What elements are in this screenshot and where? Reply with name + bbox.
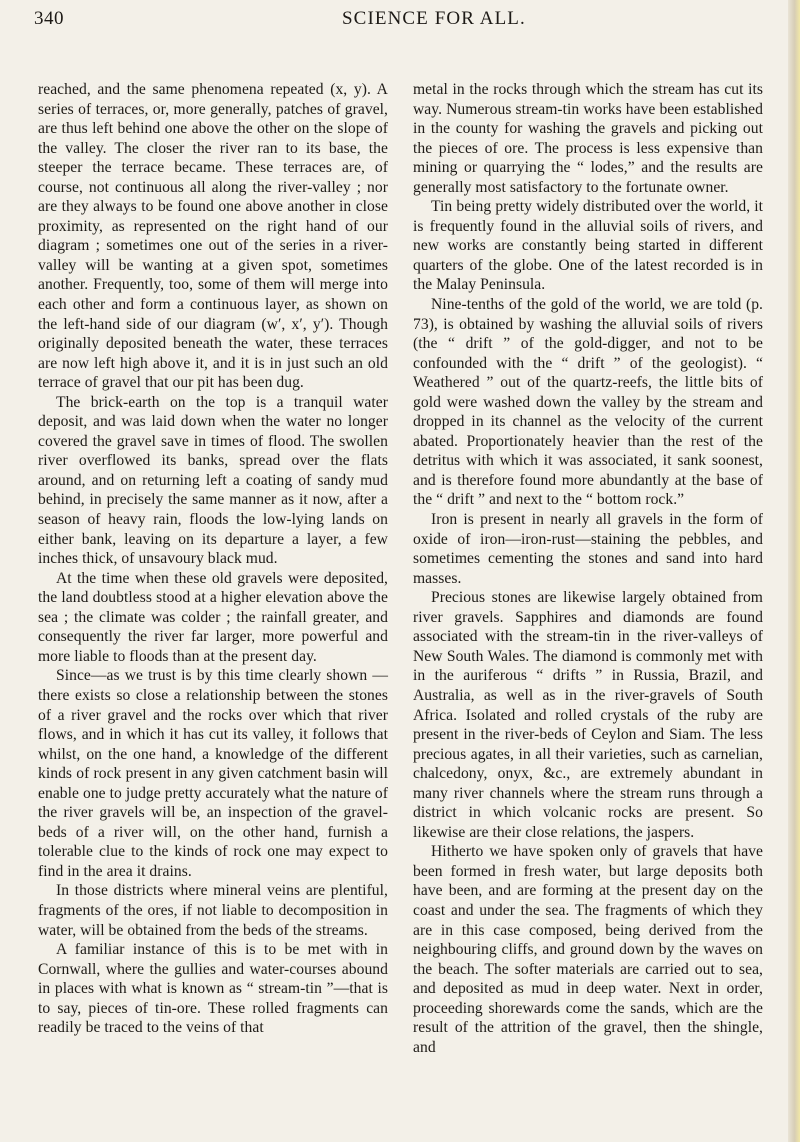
paragraph: Hitherto we have spoken only of gravels that have been formed in fresh water, but large deposits both have been, and are forming at the present day on the coast and under the sea. The fragments of which they are in this case composed, being derived from the neighbouring cliffs, and ground down by the waves on the beach. The softer materials are carried out to sea, and deposited as mud in deep water. Next in order, proceeding shorewards come the sands, which are the result of the attrition of the gravel, then the shingle, and bbox=[413, 843, 763, 1056]
paragraph: Precious stones are likewise largely obtained from river gravels. Sapphires and diamonds are found associated with the stream-tin in the river-valleys of New South Wales. The diamond is commonly met with in the auriferous “ drifts ” in Russia, Brazil, and Australia, as well as in the river-gravels of South Africa. Isolated and rolled crystals of the ruby are present in the river-beds of Ceylon and Siam. The less precious agates, in all their varieties, such as carnelian, chalcedony, onyx, &c., are extremely abundant in many river channels where the stream runs through a district in which volcanic rocks are present. So likewise are their close relations, the jaspers. bbox=[413, 589, 763, 841]
page-edge bbox=[788, 0, 800, 1142]
paragraph: The brick-earth on the top is a tranquil water deposit, and was laid down when the water no longer covered the gravel save in times of flood. The swollen river overflowed its banks, spread over the flats around, and on returning left a coating of sandy mud behind, in precisely the same manner as it now, after a season of heavy rain, floods the low-lying lands on either bank, leaving on its departure a layer, a few inches thick, of unsavoury black mud. bbox=[38, 393, 388, 568]
paragraph: A familiar instance of this is to be met with in Cornwall, where the gullies and water-courses abound in places with what is known as “ stream-tin ”—that is to say, pieces of tin-ore. These rolled fragments can readily be traced to the veins of that bbox=[38, 941, 388, 1037]
paragraph: reached, and the same phenomena repeated (x, y). A series of terraces, or, more generally, patches of gravel, are thus left behind one above the other on the slope of the valley. The closer the river ran to its base, the steeper the terrace became. These terraces are, of course, not continuous all along the river-valley ; nor are they always to be found one above another in close proximity, as represented on the right hand of our diagram ; sometimes one out of the series in a river-valley will be wanting at a given spot, sometimes another. Frequently, too, some of them will merge into each other and form a continuous layer, as shown on the left-hand side of our diagram (w′, x′, y′). Though originally deposited beneath the water, these terraces are now left high above it, and it is in just such an old terrace of gravel that our pit has been dug. bbox=[38, 81, 388, 392]
paragraph: metal in the rocks through which the stream has cut its way. Numerous stream-tin works have been established in the county for washing the gravels and picking out the pieces of ore. The process is less expensive than mining or quarrying the “ lodes,” and the results are generally most satisfactory to the fortunate owner. bbox=[413, 81, 763, 196]
running-title: SCIENCE FOR ALL. bbox=[342, 8, 526, 29]
paragraph: At the time when these old gravels were deposited, the land doubtless stood at a higher elevation above the sea ; the climate was colder ; the rainfall greater, and consequently the river far larger, more powerful and more liable to floods than at the present day. bbox=[38, 569, 388, 665]
paragraph: Since—as we trust is by this time clearly shown —there exists so close a relationship between the stones of a river gravel and the rocks over which that river flows, and in which it has cut its valley, it follows that whilst, on the one hand, a knowledge of the different kinds of rock present in any given catchment basin will enable one to judge pretty accurately what the nature of the river gravels will be, an inspection of the gravel-beds of a river will, on the other hand, furnish a tolerable clue to the kinds of rock one may expect to find in the area it drains. bbox=[38, 667, 388, 880]
right-column bbox=[413, 80, 763, 1057]
page-header bbox=[34, 8, 774, 44]
paragraph: Nine-tenths of the gold of the world, we are told (p. 73), is obtained by washing the alluvial soils of rivers (the “ drift ” of the gold-digger, and not to be confounded with the “ drift ” of the geologist). “ Weathered ” out of the quartz-reefs, the little bits of gold were washed down the valley by the stream and dropped in its channel as the velocity of the current abated. Proportionately heavier than the rest of the detritus with which it was associated, it sank soonest, and is therefore found more abundantly at the base of the “ drift ” and next to the “ bottom rock.” bbox=[413, 296, 763, 509]
page-number: 340 bbox=[34, 8, 64, 29]
left-column bbox=[38, 80, 388, 1038]
paragraph: Iron is present in nearly all gravels in the form of oxide of iron—iron-rust—staining the pebbles, and sometimes cementing the stones and sand into hard masses. bbox=[413, 511, 763, 587]
paragraph: Tin being pretty widely distributed over the world, it is frequently found in the alluvial soils of rivers, and new works are constantly being started in different quarters of the globe. One of the latest recorded is in the Malay Peninsula. bbox=[413, 198, 763, 294]
paragraph: In those districts where mineral veins are plentiful, fragments of the ores, if not liable to decomposition in water, will be obtained from the beds of the streams. bbox=[38, 882, 388, 939]
